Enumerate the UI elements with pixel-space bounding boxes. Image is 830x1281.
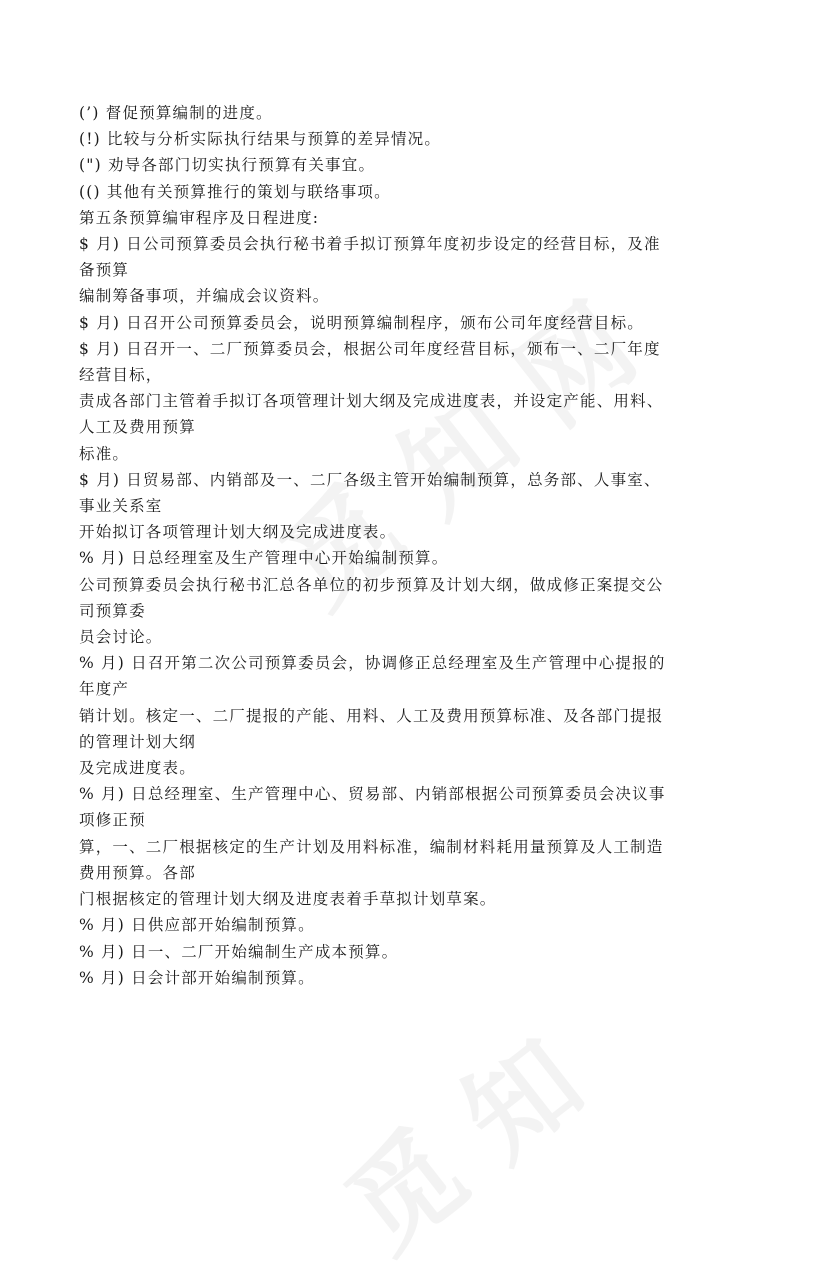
text-line: 公司预算委员会执行秘书汇总各单位的初步预算及计划大纲，做成修正案提交公 <box>79 575 664 594</box>
document-body <box>79 100 759 991</box>
text-line: 员会讨论。 <box>79 628 163 647</box>
text-line: (") 劝导各部门切实执行预算有关事宜。 <box>79 156 376 175</box>
text-line: 经营目标， <box>79 366 163 385</box>
text-line: 算，一、二厂根据核定的生产计划及用料标准，编制材料耗用量预算及人工制造 <box>79 837 664 856</box>
text-line: 门根据核定的管理计划大纲及进度表着手草拟计划草案。 <box>79 890 497 909</box>
text-line: 费用预算。各部 <box>79 863 196 882</box>
text-line: $ 月) 日公司预算委员会执行秘书着手拟订预算年度初步设定的经营目标，及准 <box>79 235 661 254</box>
text-line: 编制筹备事项，并编成会议资料。 <box>79 287 330 306</box>
text-line: 年度产 <box>79 680 130 699</box>
text-line: % 月) 日一、二厂开始编制生产成本预算。 <box>79 942 399 961</box>
text-line: 标准。 <box>79 444 130 463</box>
text-line: 开始拟订各项管理计划大纲及完成进度表。 <box>79 523 397 542</box>
text-line: % 月) 日召开第二次公司预算委员会，协调修正总经理室及生产管理中心提报的 <box>79 654 666 673</box>
text-line: % 月) 日会计部开始编制预算。 <box>79 968 315 987</box>
text-line: 人工及费用预算 <box>79 418 196 437</box>
text-line: 事业关系室 <box>79 497 163 516</box>
text-line: % 月) 日总经理室及生产管理中心开始编制预算。 <box>79 549 449 568</box>
text-line: 项修正预 <box>79 811 146 830</box>
text-line: $ 月) 日召开一、二厂预算委员会，根据公司年度经营目标，颁布一、二厂年度 <box>79 339 661 358</box>
text-line: 备预算 <box>79 261 130 280</box>
text-line: 的管理计划大纲 <box>79 732 196 751</box>
text-line: (!) 比较与分析实际执行结果与预算的差异情况。 <box>79 130 442 149</box>
text-line: 及完成进度表。 <box>79 759 196 778</box>
text-line: 司预算委 <box>79 601 146 620</box>
text-line: 责成各部门主管着手拟订各项管理计划大纲及完成进度表，并设定产能、用料、 <box>79 392 664 411</box>
text-line: $ 月) 日贸易部、内销部及一、二厂各级主管开始编制预算，总务部、人事室、 <box>79 470 661 489</box>
text-line: $ 月) 日召开公司预算委员会，说明预算编制程序，颁布公司年度经营目标。 <box>79 313 644 332</box>
watermark-bottom <box>309 997 610 1281</box>
text-line: % 月) 日总经理室、生产管理中心、贸易部、内销部根据公司预算委员会决议事 <box>79 785 666 804</box>
text-line: (’) 督促预算编制的进度。 <box>79 104 273 122</box>
section-heading: 第五条预算编审程序及日程进度: <box>79 208 320 227</box>
text-line: % 月) 日供应部开始编制预算。 <box>79 916 315 935</box>
text-line: (() 其他有关预算推行的策划与联络事项。 <box>79 182 391 201</box>
text-line: 销计划。核定一、二厂提报的产能、用料、人工及费用预算标准、及各部门提报 <box>79 706 664 725</box>
